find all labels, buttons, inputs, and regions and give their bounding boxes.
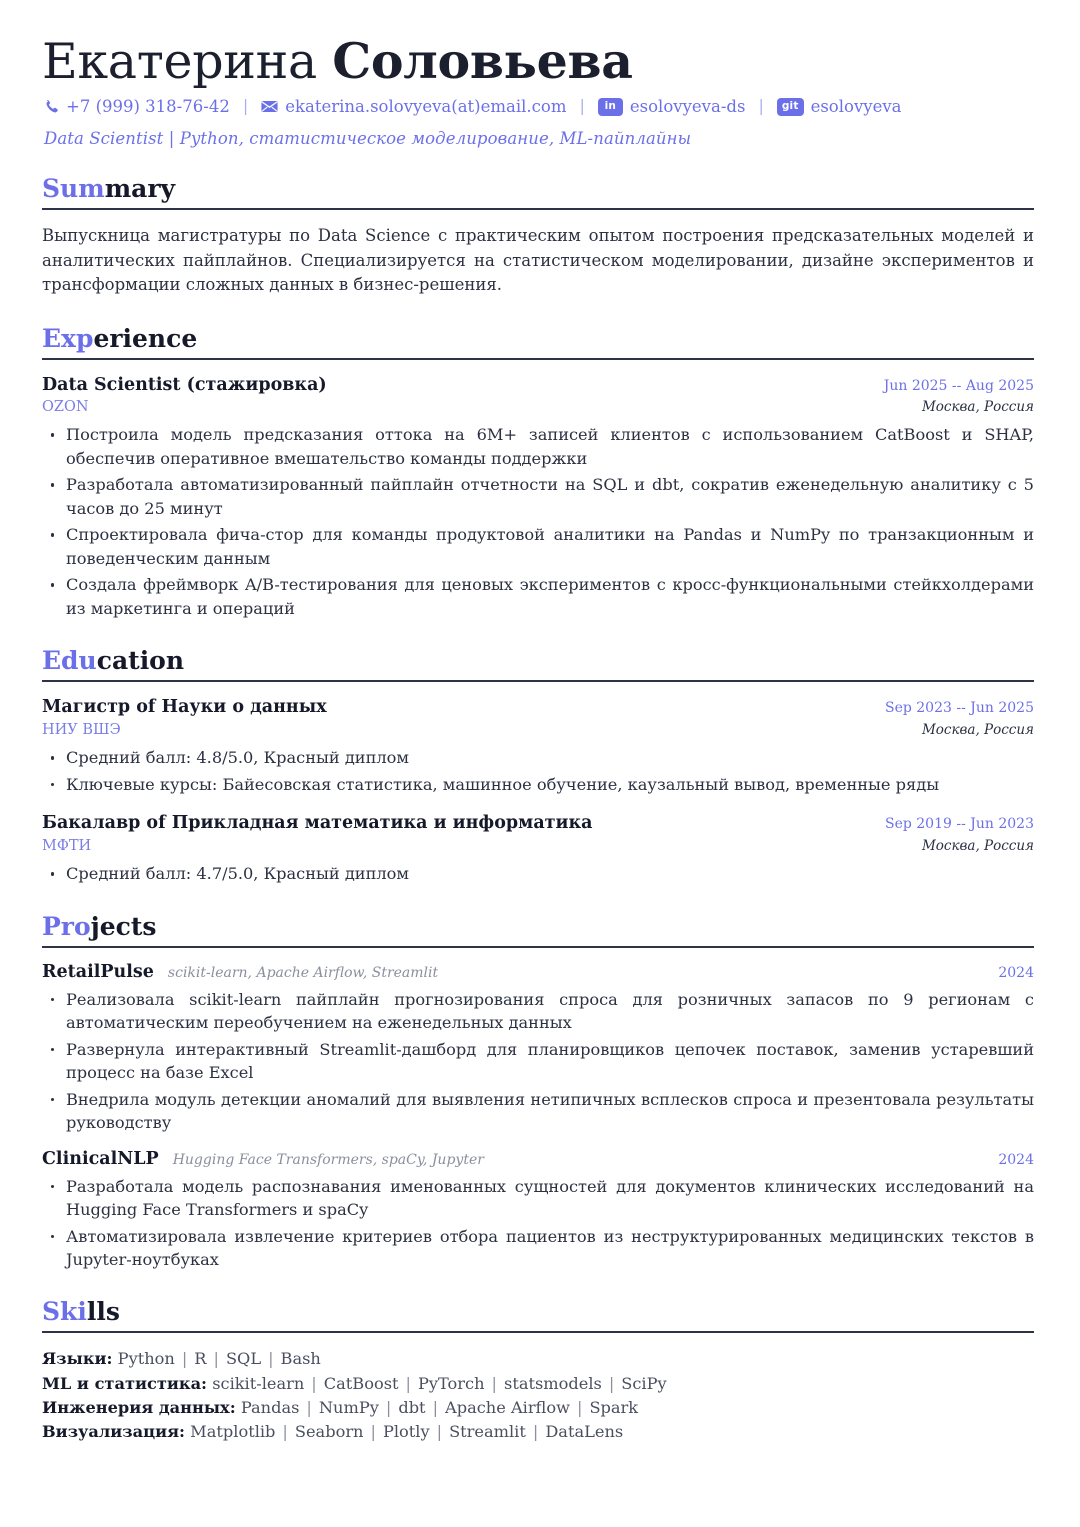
job-title: Data Scientist (стажировка) xyxy=(42,374,327,395)
list-item: Автоматизировала извлечение критериев отбора пациентов из неструктурированных медицинских текстов в Jupyter-ноутбуках xyxy=(42,1225,1034,1272)
skill-separator: | xyxy=(532,1421,539,1441)
skill-item: DataLens xyxy=(545,1421,624,1441)
degree-location: Москва, Россия xyxy=(921,721,1034,738)
list-item: Ключевые курсы: Байесовская статистика, машинное обучение, каузальный вывод, временные ряды xyxy=(42,773,1034,796)
skill-item: Bash xyxy=(280,1349,321,1369)
skill-items xyxy=(118,1349,321,1368)
skill-category: Языки: xyxy=(42,1349,113,1369)
contact-separator: | xyxy=(758,96,764,116)
section-heading-projects xyxy=(42,912,1034,942)
project-bullets xyxy=(42,988,1034,1135)
section-rule xyxy=(42,208,1034,210)
skill-item: CatBoost xyxy=(323,1373,399,1393)
heading-accent: Sum xyxy=(42,174,105,204)
skill-separator: | xyxy=(491,1373,498,1393)
section-rule xyxy=(42,1331,1034,1333)
skill-row xyxy=(42,1420,1034,1443)
project-header-left xyxy=(42,962,438,982)
contact-phone[interactable] xyxy=(44,96,230,117)
contact-separator: | xyxy=(579,96,585,116)
list-item: Средний балл: 4.7/5.0, Красный диплом xyxy=(42,862,1034,885)
skill-category: Визуализация: xyxy=(42,1421,186,1441)
skill-separator: | xyxy=(311,1373,317,1393)
project-name: ClinicalNLP xyxy=(42,1148,159,1169)
project-year: 2024 xyxy=(998,964,1034,981)
project-header-left xyxy=(42,1149,484,1169)
skill-item: Apache Airflow xyxy=(445,1397,570,1417)
project-year: 2024 xyxy=(998,1151,1034,1168)
last-name: Соловьева xyxy=(332,32,633,90)
skill-item: Plotly xyxy=(382,1421,430,1441)
skill-item: SciPy xyxy=(621,1373,667,1393)
skill-items xyxy=(241,1398,638,1417)
heading-rest: mary xyxy=(104,174,176,204)
resume-header xyxy=(42,34,1034,148)
linkedin-text: esolovyeva-ds xyxy=(629,96,746,116)
skill-item: PyTorch xyxy=(417,1373,485,1393)
entry-subheader-row xyxy=(42,720,1034,740)
section-heading-experience xyxy=(42,324,1034,354)
skill-separator: | xyxy=(436,1421,443,1441)
github-icon: git xyxy=(777,98,804,116)
education-entry xyxy=(42,812,1034,885)
entry-header-row xyxy=(42,374,1034,398)
degree-location: Москва, Россия xyxy=(921,837,1034,854)
project-header-row xyxy=(42,1149,1034,1169)
email-text: ekaterina.solovyeva(at)email.com xyxy=(285,96,567,116)
page-title xyxy=(42,34,1034,90)
heading-rest: lls xyxy=(86,1297,120,1327)
project-name: RetailPulse xyxy=(42,961,154,982)
section-heading-summary xyxy=(42,174,1034,204)
job-date: Jun 2025 -- Aug 2025 xyxy=(883,377,1034,394)
skill-separator: | xyxy=(405,1373,411,1393)
skill-separator: | xyxy=(370,1421,376,1441)
list-item: Средний балл: 4.8/5.0, Красный диплом xyxy=(42,746,1034,769)
skill-item: Python xyxy=(117,1349,175,1369)
first-name: Екатерина xyxy=(42,33,317,90)
section-projects xyxy=(42,912,1034,1272)
skill-item: scikit-learn xyxy=(212,1373,305,1393)
skill-item: NumPy xyxy=(318,1397,379,1417)
list-item: Создала фреймворк A/B-тестирования для ценовых экспериментов с кросс-функциональными стейкхолдерами из маркетинга и операций xyxy=(42,573,1034,620)
skill-category: Инженерия данных: xyxy=(42,1397,236,1417)
section-education xyxy=(42,646,1034,885)
section-skills xyxy=(42,1297,1034,1443)
skill-category: ML и статистика: xyxy=(42,1373,208,1393)
entry-header-row xyxy=(42,696,1034,720)
heading-rest: cation xyxy=(96,646,185,676)
entry-subheader-row xyxy=(42,836,1034,856)
skill-item: dbt xyxy=(398,1397,426,1417)
list-item: Развернула интерактивный Streamlit-дашборд для планировщиков цепочек поставок, заменив устаревший процесс на базе Excel xyxy=(42,1038,1034,1085)
section-rule xyxy=(42,358,1034,360)
list-item: Разработала автоматизированный пайплайн отчетности на SQL и dbt, сократив еженедельную аналитику с 5 часов до 25 минут xyxy=(42,473,1034,520)
contact-line xyxy=(44,96,1034,117)
skill-separator: | xyxy=(385,1397,392,1417)
skill-separator: | xyxy=(282,1421,288,1441)
list-item: Спроектировала фича-стор для команды продуктовой аналитики на Pandas и NumPy по транзакционным и поведенческим данным xyxy=(42,523,1034,570)
degree-title: Магистр of Науки о данных xyxy=(42,697,327,718)
degree-date: Sep 2019 -- Jun 2023 xyxy=(884,816,1034,833)
section-heading-skills xyxy=(42,1297,1034,1327)
contact-github[interactable] xyxy=(777,96,902,117)
job-location: Москва, Россия xyxy=(921,399,1034,416)
project-entry xyxy=(42,1149,1034,1272)
skill-row xyxy=(42,1347,1034,1370)
skill-separator: | xyxy=(213,1349,219,1369)
contact-linkedin[interactable] xyxy=(598,96,746,117)
phone-icon xyxy=(44,99,59,114)
skill-separator: | xyxy=(306,1397,312,1417)
institution-name: НИУ ВШЭ xyxy=(42,721,121,738)
degree-title: Бакалавр of Прикладная математика и информатика xyxy=(42,813,593,834)
skill-separator: | xyxy=(576,1397,583,1417)
degree-bullets xyxy=(42,862,1034,885)
section-heading-education xyxy=(42,646,1034,676)
skills-list xyxy=(42,1347,1034,1443)
skill-separator: | xyxy=(268,1349,274,1369)
heading-accent: Pro xyxy=(42,911,91,941)
envelope-icon xyxy=(261,100,278,113)
heading-accent: Exp xyxy=(42,323,94,353)
degree-bullets xyxy=(42,746,1034,796)
education-entry xyxy=(42,696,1034,796)
heading-rest: jects xyxy=(90,911,157,941)
list-item: Разработала модель распознавания именованных сущностей для документов клинических исследований на Hugging Face Transformers и spaCy xyxy=(42,1175,1034,1222)
project-header-row xyxy=(42,962,1034,982)
section-summary xyxy=(42,174,1034,297)
institution-name: МФТИ xyxy=(42,837,92,854)
skill-row xyxy=(42,1396,1034,1419)
project-bullets xyxy=(42,1175,1034,1272)
skill-separator: | xyxy=(181,1349,188,1369)
project-entry xyxy=(42,962,1034,1135)
phone-text: +7 (999) 318-76-42 xyxy=(66,96,230,116)
contact-email[interactable] xyxy=(261,96,566,117)
experience-entry xyxy=(42,374,1034,621)
heading-accent: Edu xyxy=(42,646,97,676)
project-stack: Hugging Face Transformers, spaCy, Jupyter xyxy=(172,1151,484,1168)
skill-separator: | xyxy=(608,1373,615,1393)
skill-item: Seaborn xyxy=(294,1421,364,1441)
tagline: Data Scientist | Python, статистическое моделирование, ML-пайплайны xyxy=(44,129,692,149)
project-stack: scikit-learn, Apache Airflow, Streamlit xyxy=(167,964,439,981)
section-experience xyxy=(42,324,1034,621)
section-rule xyxy=(42,946,1034,948)
list-item: Реализовала scikit-learn пайплайн прогнозирования спроса для розничных запасов по 9 регионам с автоматическим переобучением на еженедельных данных xyxy=(42,988,1034,1035)
github-text: esolovyeva xyxy=(810,96,902,116)
company-name: OZON xyxy=(42,399,89,416)
skill-item: Pandas xyxy=(240,1397,300,1417)
degree-date: Sep 2023 -- Jun 2025 xyxy=(884,700,1034,717)
skill-item: R xyxy=(194,1349,207,1369)
entry-subheader-row xyxy=(42,397,1034,417)
skill-items xyxy=(190,1422,623,1441)
skill-item: statsmodels xyxy=(504,1373,602,1393)
summary-text: Выпускница магистратуры по Data Science с практическим опытом построения предсказательных моделей и аналитических пайплайнов. Специализируется на статистическом моделировании, дизайне экспериментов и трансформации сложных данных в бизнес-решения. xyxy=(42,226,1034,295)
list-item: Внедрила модуль детекции аномалий для выявления нетипичных всплесков спроса и презентовала результаты руководству xyxy=(42,1088,1034,1135)
skill-separator: | xyxy=(432,1397,439,1417)
heading-accent: Ski xyxy=(42,1297,87,1327)
skill-item: Spark xyxy=(589,1397,639,1417)
skill-item: SQL xyxy=(225,1349,262,1369)
list-item: Построила модель предсказания оттока на 6M+ записей клиентов с использованием CatBoost и SHAP, обеспечив оперативное вмешательство команды поддержки xyxy=(42,423,1034,470)
skill-row xyxy=(42,1372,1034,1395)
linkedin-icon: in xyxy=(598,98,623,116)
skill-item: Streamlit xyxy=(449,1421,526,1441)
skill-item: Matplotlib xyxy=(190,1421,276,1441)
contact-separator: | xyxy=(242,96,249,116)
job-bullets xyxy=(42,423,1034,620)
heading-rest: erience xyxy=(93,323,198,353)
skill-items xyxy=(212,1374,666,1393)
section-rule xyxy=(42,680,1034,682)
entry-header-row xyxy=(42,812,1034,836)
